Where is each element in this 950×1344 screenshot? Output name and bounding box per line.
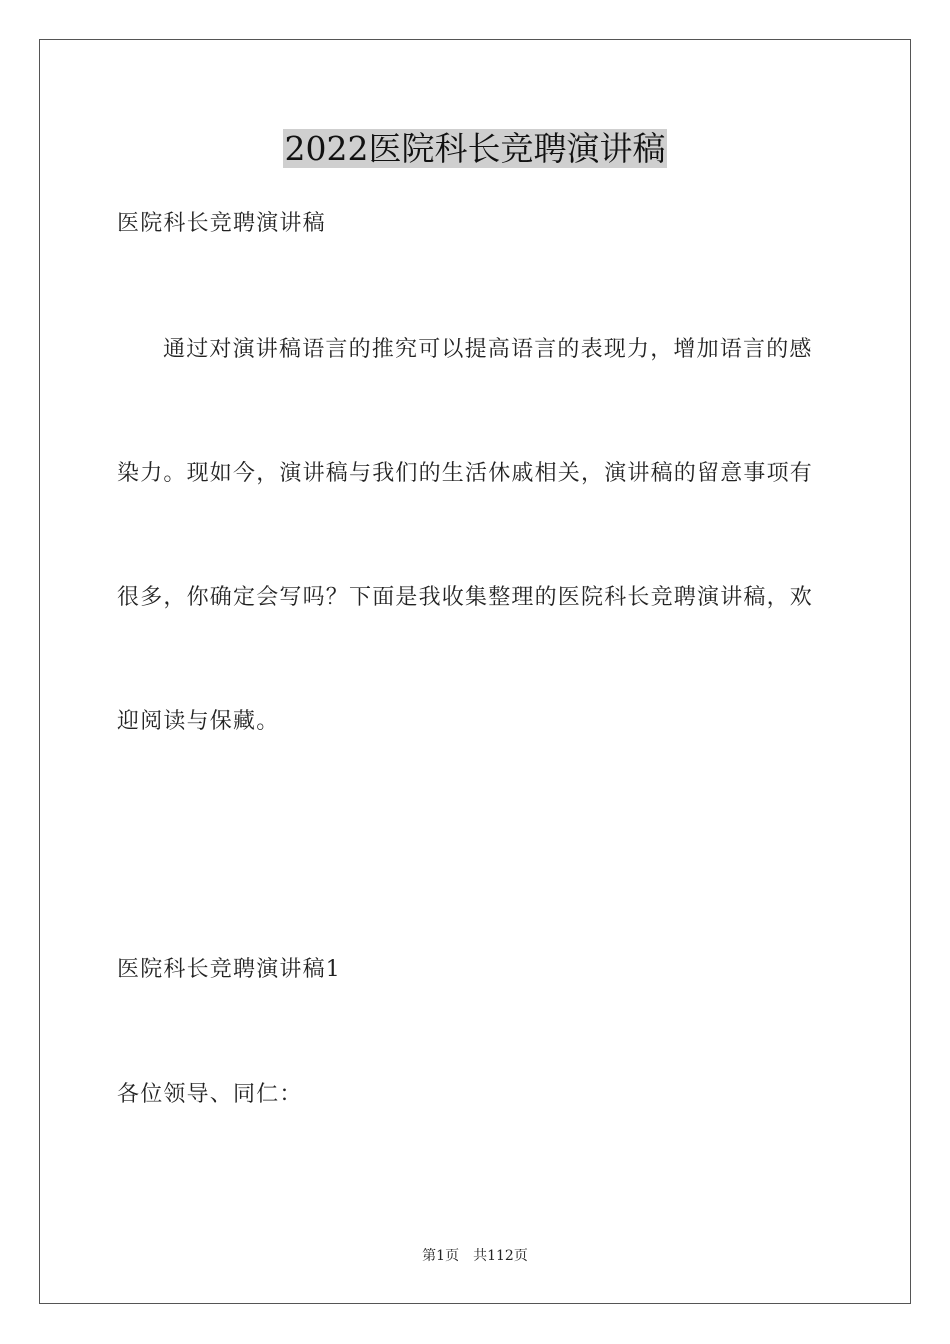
document-subtitle: 医院科长竞聘演讲稿 xyxy=(117,211,326,236)
paragraph-line-1: 通过对演讲稿语言的推究可以提高语言的表现力，增加语言的感 xyxy=(163,337,813,362)
section-heading: 医院科长竞聘演讲稿1 xyxy=(117,957,341,982)
greeting-line: 各位领导、同仁： xyxy=(117,1082,303,1107)
page-number-total: 共112页 xyxy=(473,1248,528,1264)
paragraph-line-4: 迎阅读与保藏。 xyxy=(117,709,280,734)
page-number-current: 第1页 xyxy=(422,1248,460,1264)
document-title xyxy=(0,124,950,174)
paragraph-line-2: 染力。现如今，演讲稿与我们的生活休戚相关，演讲稿的留意事项有 xyxy=(117,461,814,486)
page-footer xyxy=(0,1246,950,1266)
document-title-text: 2022医院科长竞聘演讲稿 xyxy=(284,129,666,168)
paragraph-line-3: 很多，你确定会写吗？下面是我收集整理的医院科长竞聘演讲稿，欢 xyxy=(117,585,814,610)
